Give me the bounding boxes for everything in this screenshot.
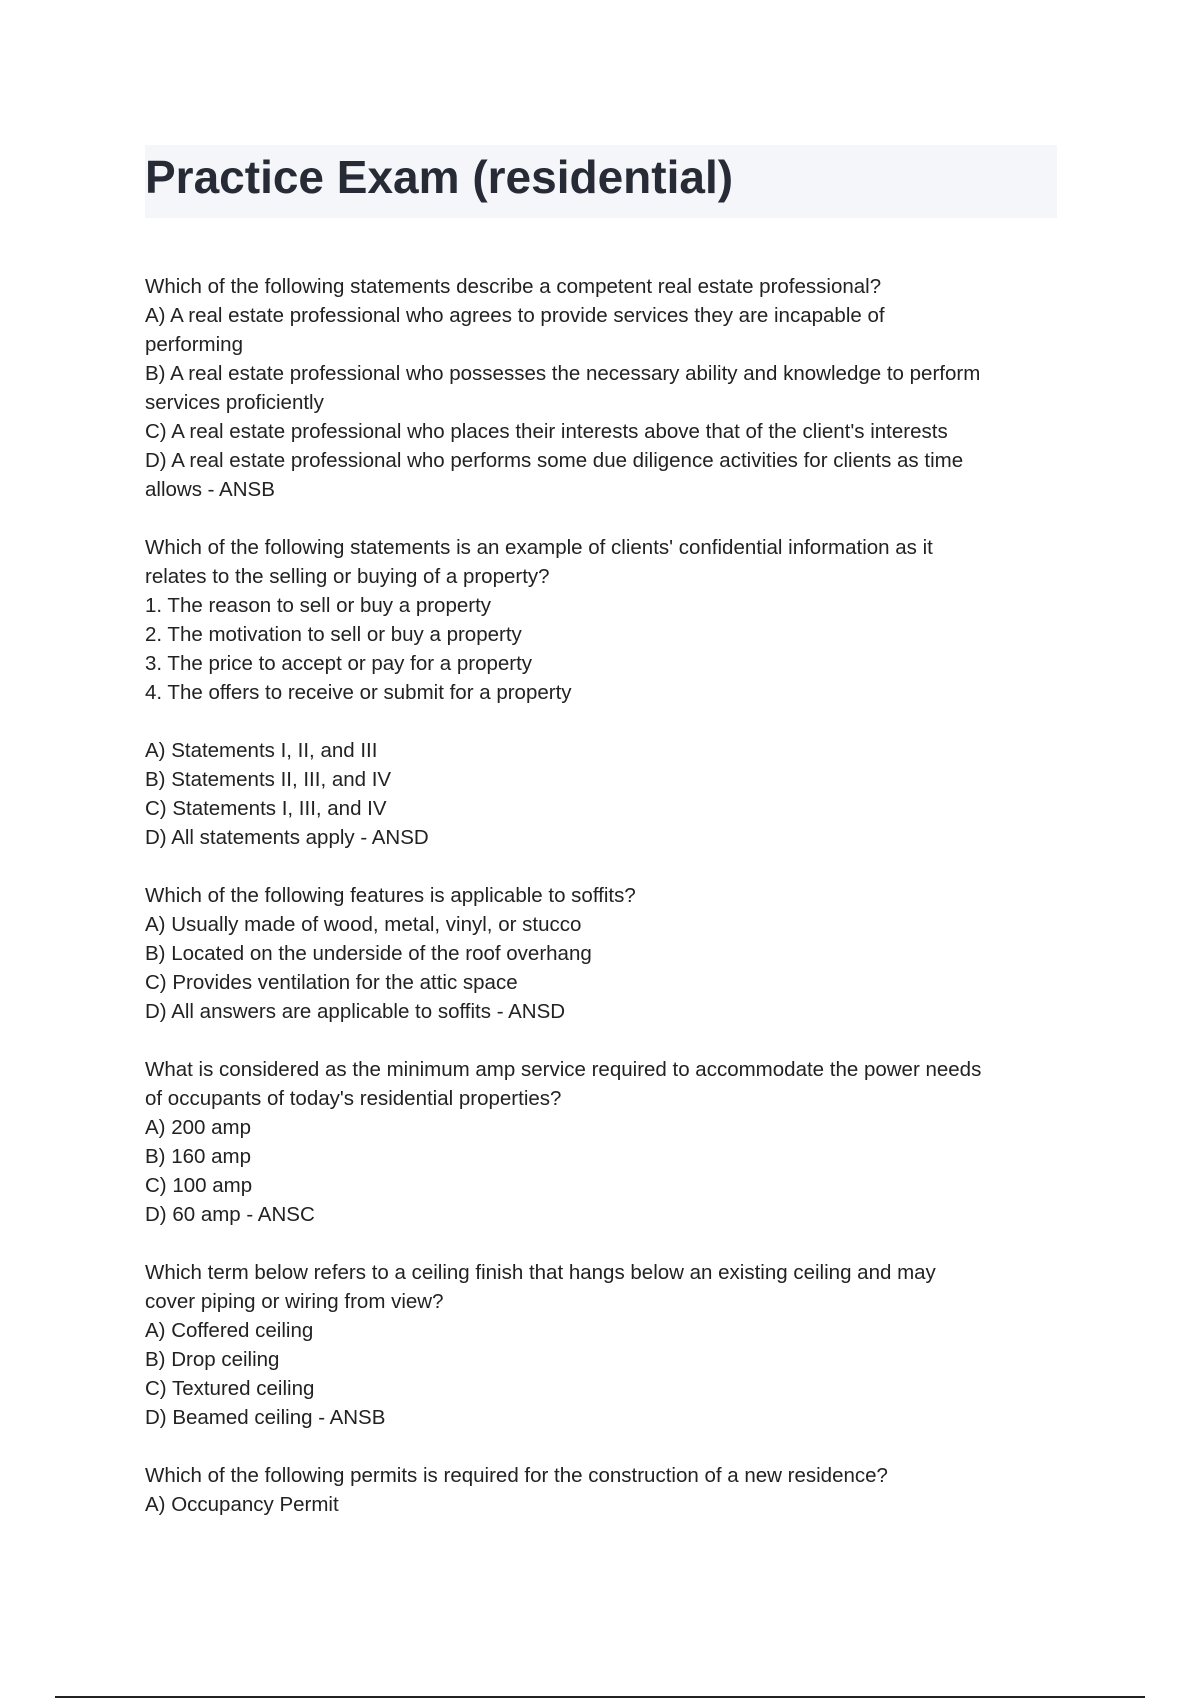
answer-option-continued: performing	[145, 333, 243, 356]
answer-option: D) A real estate professional who performs some due diligence activities for clients as time	[145, 449, 964, 472]
answer-option: A) 200 amp	[145, 1116, 251, 1139]
question-text-continued: cover piping or wiring from view?	[145, 1290, 444, 1313]
answer-option-continued: services proficiently	[145, 391, 324, 414]
question-text: What is considered as the minimum amp service required to accommodate the power needs	[145, 1058, 982, 1081]
answer-option: B) Drop ceiling	[145, 1348, 280, 1371]
question-4	[145, 1055, 1065, 1229]
question-2	[145, 533, 1065, 852]
statement-item: 3. The price to accept or pay for a property	[145, 652, 533, 675]
answer-option: A) Statements I, II, and III	[145, 739, 378, 762]
question-text: Which of the following features is applicable to soffits?	[145, 884, 636, 907]
answer-option: B) Located on the underside of the roof overhang	[145, 942, 592, 965]
questions-list	[145, 272, 1065, 1548]
title-banner	[145, 145, 1057, 218]
answer-option: B) Statements II, III, and IV	[145, 768, 392, 791]
question-text-continued: relates to the selling or buying of a property?	[145, 565, 550, 588]
question-text: Which of the following statements describe a competent real estate professional?	[145, 275, 882, 298]
answer-option: A) A real estate professional who agrees to provide services they are incapable of	[145, 304, 885, 327]
answer-option: A) Occupancy Permit	[145, 1493, 339, 1516]
question-5	[145, 1258, 1065, 1432]
statement-item: 2. The motivation to sell or buy a property	[145, 623, 522, 646]
answer-option: B) A real estate professional who possesses the necessary ability and knowledge to perform	[145, 362, 981, 385]
answer-key: allows - ANSB	[145, 478, 275, 501]
question-1	[145, 272, 1065, 504]
statement-item: 1. The reason to sell or buy a property	[145, 594, 492, 617]
question-text: Which of the following permits is required for the construction of a new residence?	[145, 1464, 888, 1487]
question-text: Which of the following statements is an example of clients' confidential information as it	[145, 536, 933, 559]
page-bottom-rule	[55, 1696, 1145, 1698]
answer-key: D) 60 amp - ANSC	[145, 1203, 315, 1226]
question-text-continued: of occupants of today's residential properties?	[145, 1087, 562, 1110]
statement-item: 4. The offers to receive or submit for a property	[145, 681, 572, 704]
question-text: Which term below refers to a ceiling finish that hangs below an existing ceiling and may	[145, 1261, 936, 1284]
answer-option: C) A real estate professional who places their interests above that of the client's interests	[145, 420, 948, 443]
question-3	[145, 881, 1065, 1026]
answer-option: C) Provides ventilation for the attic space	[145, 971, 518, 994]
answer-option: C) 100 amp	[145, 1174, 253, 1197]
answer-key: D) Beamed ceiling - ANSB	[145, 1406, 386, 1429]
answer-option: A) Coffered ceiling	[145, 1319, 314, 1342]
answer-key: D) All answers are applicable to soffits - ANSD	[145, 1000, 566, 1023]
answer-option: B) 160 amp	[145, 1145, 251, 1168]
page-title: Practice Exam (residential)	[145, 151, 734, 203]
answer-key: D) All statements apply - ANSD	[145, 826, 429, 849]
question-6	[145, 1461, 1065, 1519]
spacer	[145, 707, 1065, 736]
answer-option: A) Usually made of wood, metal, vinyl, or stucco	[145, 913, 582, 936]
answer-option: C) Statements I, III, and IV	[145, 797, 387, 820]
answer-option: C) Textured ceiling	[145, 1377, 315, 1400]
